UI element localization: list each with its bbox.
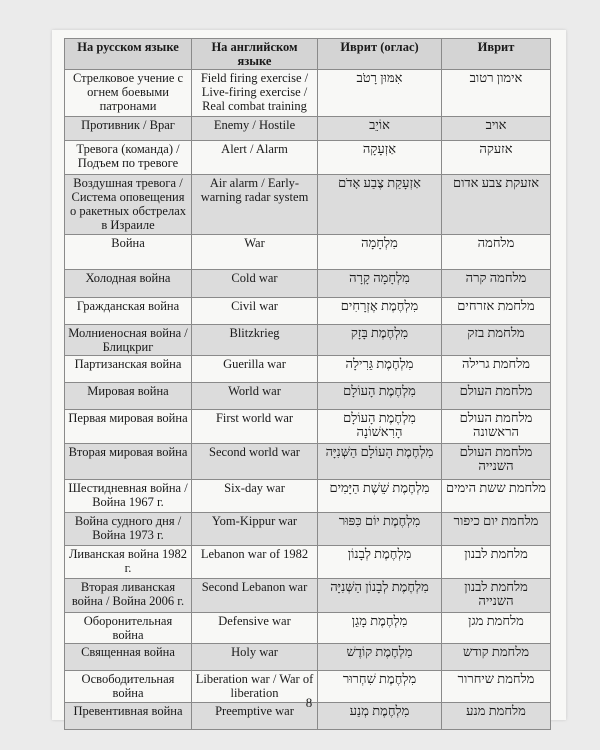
table-row <box>65 325 551 356</box>
cell-hebrew: מלחמת העולם השנייה <box>442 444 551 480</box>
table-row <box>65 613 551 644</box>
table-row <box>65 546 551 579</box>
cell-hebrew: מלחמת העולם הראשונה <box>442 410 551 444</box>
cell-russian: Вторая ливанская война / Война 2006 г. <box>65 579 192 613</box>
cell-hebrew: מלחמת יום כיפור <box>442 513 551 546</box>
table-row <box>65 444 551 480</box>
page-number: 8 <box>305 695 313 710</box>
cell-hebrew-vocalized: מִלְחֶמֶת הָעוֹלָם <box>318 383 442 410</box>
cell-russian: Ливанская война 1982 г. <box>65 546 192 579</box>
cell-hebrew-vocalized: מִלְחֶמֶת שֵׁשֶׁת הַיָּמִים <box>318 480 442 513</box>
cell-russian: Война <box>65 235 192 270</box>
cell-english: First world war <box>192 410 318 444</box>
cell-hebrew: מלחמת ששת הימים <box>442 480 551 513</box>
cell-hebrew: מלחמה קרה <box>442 270 551 298</box>
header-hebrew: Иврит <box>442 39 551 70</box>
cell-english: Second Lebanon war <box>192 579 318 613</box>
cell-hebrew: מלחמת לבנון השנייה <box>442 579 551 613</box>
table-body <box>65 70 551 730</box>
header-row <box>65 39 551 70</box>
cell-hebrew-vocalized: מִלְחֶמֶת הָעוֹלָם הָרִאשׁוֹנָה <box>318 410 442 444</box>
table-row <box>65 270 551 298</box>
cell-russian: Освободительная война <box>65 671 192 703</box>
cell-russian: Тревога (команда) / Подъем по тревоге <box>65 141 192 175</box>
cell-english: War <box>192 235 318 270</box>
cell-hebrew-vocalized: מִלְחֶמֶת הָעוֹלָם הַשְּׁנִיָּה <box>318 444 442 480</box>
cell-english: Defensive war <box>192 613 318 644</box>
table-row <box>65 383 551 410</box>
cell-hebrew: מלחמת בזק <box>442 325 551 356</box>
cell-russian: Война судного дня / Война 1973 г. <box>65 513 192 546</box>
table-row <box>65 235 551 270</box>
table-row <box>65 117 551 141</box>
cell-english: Field firing exercise / Live-firing exercise / Real combat training <box>192 70 318 117</box>
header-russian: На русском языке <box>65 39 192 70</box>
cell-russian: Холодная война <box>65 270 192 298</box>
cell-hebrew: מלחמת אזרחים <box>442 298 551 325</box>
cell-russian: Священная война <box>65 644 192 671</box>
cell-hebrew: מלחמת שיחרור <box>442 671 551 703</box>
cell-hebrew-vocalized: מִלְחֶמֶת מְנַע <box>318 703 442 730</box>
cell-hebrew: מלחמת מגן <box>442 613 551 644</box>
cell-hebrew-vocalized: מִלְחֶמֶת גֵּרִילָה <box>318 356 442 383</box>
table-row <box>65 579 551 613</box>
cell-english: Guerilla war <box>192 356 318 383</box>
cell-hebrew-vocalized: אַזְעָקָה <box>318 141 442 175</box>
cell-english: Yom-Kippur war <box>192 513 318 546</box>
cell-hebrew: מלחמה <box>442 235 551 270</box>
table-row <box>65 141 551 175</box>
table-row <box>65 356 551 383</box>
cell-english: Holy war <box>192 644 318 671</box>
table-header <box>65 39 551 70</box>
cell-english: Enemy / Hostile <box>192 117 318 141</box>
cell-russian: Превентивная война <box>65 703 192 730</box>
document-page <box>52 30 566 720</box>
table-row <box>65 513 551 546</box>
cell-hebrew-vocalized: אוֹיֵב <box>318 117 442 141</box>
cell-english: World war <box>192 383 318 410</box>
cell-english: Civil war <box>192 298 318 325</box>
cell-hebrew-vocalized: מִלְחֶמֶת לְבָנוֹן הַשְּׁנִיָּה <box>318 579 442 613</box>
cell-russian: Молниеносная война / Блицкриг <box>65 325 192 356</box>
cell-hebrew: אימון רטוב <box>442 70 551 117</box>
vocabulary-table <box>64 38 551 730</box>
header-english: На английском языке <box>192 39 318 70</box>
cell-english: Blitzkrieg <box>192 325 318 356</box>
cell-english: Preemptive war <box>192 703 318 730</box>
cell-english: Lebanon war of 1982 <box>192 546 318 579</box>
cell-hebrew: מלחמת העולם <box>442 383 551 410</box>
table-row <box>65 175 551 235</box>
table-row <box>65 70 551 117</box>
cell-russian: Стрелковое учение с огнем боевыми патронами <box>65 70 192 117</box>
table-row <box>65 410 551 444</box>
cell-russian: Вторая мировая война <box>65 444 192 480</box>
cell-russian: Противник / Враг <box>65 117 192 141</box>
cell-russian: Воздушная тревога / Система оповещения о ракетных обстрелах в Израиле <box>65 175 192 235</box>
cell-russian: Гражданская война <box>65 298 192 325</box>
cell-hebrew: מלחמת קודש <box>442 644 551 671</box>
cell-hebrew-vocalized: אַזְעָקַת צֶבַע אָדֹם <box>318 175 442 235</box>
cell-english: Air alarm / Early-warning radar system <box>192 175 318 235</box>
cell-english: Cold war <box>192 270 318 298</box>
cell-hebrew-vocalized: מִלְחֶמֶת שִׁחְרוּר <box>318 671 442 703</box>
table-row <box>65 644 551 671</box>
cell-hebrew-vocalized: מִלְחֶמֶת יוֹם כִּפּוּר <box>318 513 442 546</box>
cell-hebrew: מלחמת מנע <box>442 703 551 730</box>
cell-hebrew-vocalized: מִלְחֶמֶת אֶזְרָחִים <box>318 298 442 325</box>
cell-hebrew: מלחמת לבנון <box>442 546 551 579</box>
cell-hebrew: אויב <box>442 117 551 141</box>
header-hebrew-vocalized: Иврит (оглас) <box>318 39 442 70</box>
cell-english: Liberation war / War of liberation <box>192 671 318 703</box>
cell-english: Second world war <box>192 444 318 480</box>
cell-hebrew: אזעקה <box>442 141 551 175</box>
cell-hebrew: אזעקת צבע אדום <box>442 175 551 235</box>
cell-hebrew-vocalized: אִמּוּן רָטֹב <box>318 70 442 117</box>
cell-hebrew-vocalized: מִלְחָמָה <box>318 235 442 270</box>
cell-russian: Мировая война <box>65 383 192 410</box>
cell-english: Six-day war <box>192 480 318 513</box>
cell-russian: Первая мировая война <box>65 410 192 444</box>
cell-hebrew-vocalized: מִלְחָמָה קָרָה <box>318 270 442 298</box>
cell-hebrew-vocalized: מִלְחֶמֶת בָּזָק <box>318 325 442 356</box>
cell-hebrew: מלחמת גרילה <box>442 356 551 383</box>
cell-russian: Шестидневная война / Война 1967 г. <box>65 480 192 513</box>
cell-hebrew-vocalized: מִלְחֶמֶת לְבָנוֹן <box>318 546 442 579</box>
cell-russian: Оборонительная война <box>65 613 192 644</box>
cell-hebrew-vocalized: מִלְחֶמֶת מָגֵן <box>318 613 442 644</box>
cell-russian: Партизанская война <box>65 356 192 383</box>
table-row <box>65 298 551 325</box>
table-row <box>65 480 551 513</box>
cell-hebrew-vocalized: מִלְחֶמֶת קוֹדֶשׁ <box>318 644 442 671</box>
cell-english: Alert / Alarm <box>192 141 318 175</box>
